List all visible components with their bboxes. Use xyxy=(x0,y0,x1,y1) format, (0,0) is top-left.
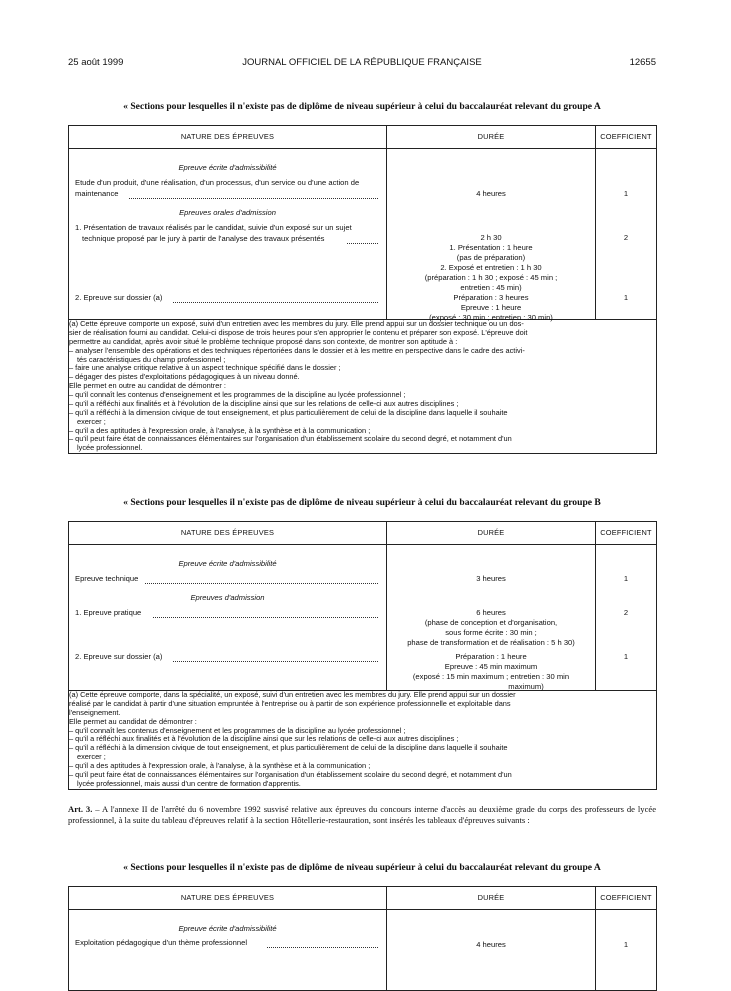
coefficient-value: 1 xyxy=(623,574,629,583)
note-line: exercer ; xyxy=(77,752,106,762)
dotted-leader xyxy=(145,583,378,584)
subheading-admissibilite: Epreuve écrite d'admissibilité xyxy=(178,924,277,933)
coefficient-value: 1 xyxy=(623,940,629,949)
duree-value: Préparation : 1 heure xyxy=(455,652,527,661)
footnote-b xyxy=(69,691,657,790)
note-line: – qu'il a des aptitudes à l'expression orale, à l'analyse, à la synthèse et à la communication ; xyxy=(69,761,371,770)
col-header-coefficient: COEFFICIENT xyxy=(596,887,657,910)
note-line: – qu'il peut faire état de connaissances élémentaires sur l'organisation d'un établissement scolaire du second degré, et notamment d'un xyxy=(69,434,512,444)
epreuve-line: 1. Présentation de travaux réalisés par le candidat, suivie d'un exposé sur un sujet xyxy=(75,223,352,232)
note-line: exercer ; xyxy=(77,416,106,426)
section-a1-table xyxy=(68,125,657,454)
note-line: – qu'il a réfléchi aux finalités et à l'évolution de la discipline ainsi que sur les relations de celle-ci aux autres disciplines ; xyxy=(69,734,459,744)
epreuve-line: 2. Epreuve sur dossier (a) xyxy=(75,652,163,661)
coefficient-value: 1 xyxy=(623,189,629,198)
epreuve-line: Exploitation pédagogique d'un thème professionnel xyxy=(75,938,248,947)
coefficient-value: 1 xyxy=(623,293,629,302)
table-header-row xyxy=(69,126,657,149)
note-line: – qu'il connaît les contenus d'enseignement et les programmes de la discipline au lycée professionnel ; xyxy=(69,725,406,735)
col-header-nature: NATURE DES ÉPREUVES xyxy=(69,126,387,149)
table-note-row xyxy=(69,691,657,790)
duree-value: maximum) xyxy=(508,682,544,691)
col-header-nature: NATURE DES ÉPREUVES xyxy=(69,887,387,910)
table-header-row xyxy=(69,887,657,910)
col-header-duree: DURÉE xyxy=(387,522,596,545)
duree-value: entretien : 45 min) xyxy=(460,283,522,292)
col-header-coefficient: COEFFICIENT xyxy=(596,126,657,149)
col-header-duree: DURÉE xyxy=(387,126,596,149)
epreuve-line: 1. Epreuve pratique xyxy=(75,608,142,617)
dotted-leader xyxy=(267,947,378,948)
note-line: lycée professionnel, mais aussi d'un centre de formation d'apprentis. xyxy=(77,778,301,788)
section-a2-title: « Sections pour lesquelles il n'existe pas de diplôme de niveau supérieur à celui du baccalauréat relevant du groupe A xyxy=(123,862,601,873)
table-note-row xyxy=(69,320,657,454)
subheading-admissibilite: Epreuve écrite d'admissibilité xyxy=(178,163,277,172)
duree-value: (préparation : 1 h 30 ; exposé : 45 min ; xyxy=(424,273,558,282)
dotted-leader xyxy=(173,302,378,303)
duree-value: (exposé : 15 min maximum ; entretien : 30 min xyxy=(412,672,570,681)
duree-value: 1. Présentation : 1 heure xyxy=(449,243,533,252)
footnote-a xyxy=(69,320,657,454)
subheading-admission: Epreuves orales d'admission xyxy=(179,208,276,217)
table-body-row xyxy=(69,910,657,991)
note-line: – faire une analyse critique relative à un aspect technique spécifié dans le dossier ; xyxy=(69,363,341,373)
section-a2-table xyxy=(68,886,657,991)
dotted-leader xyxy=(153,617,378,618)
header-journal-title: JOURNAL OFFICIEL DE LA RÉPUBLIQUE FRANÇAISE xyxy=(242,57,482,68)
note-line: sier de réalisation fourni au candidat. Celui-ci dispose de trois heures pour s'en approprier le contenu et préparer son exposé. L'épreuve doit xyxy=(69,327,528,337)
note-line: réalisé par le candidat à partir d'une situation empruntée à l'entreprise ou à partir de son expérience professionnelle et exploitable dans xyxy=(69,698,511,708)
duree-value: 6 heures xyxy=(476,608,506,617)
coefficient-value: 2 xyxy=(623,608,629,617)
section-b-table xyxy=(68,521,657,790)
duree-value: (phase de conception et d'organisation, xyxy=(424,618,558,627)
duree-value: Epreuve : 1 heure xyxy=(460,303,522,312)
note-line: Elle permet en outre au candidat de démontrer : xyxy=(69,381,226,391)
epreuve-line: maintenance xyxy=(75,189,119,198)
note-line: – qu'il connaît les contenus d'enseignement et les programmes de la discipline au lycée professionnel ; xyxy=(69,390,406,399)
article-3-text: – A l'annexe II de l'arrêté du 6 novembre 1992 susvisé relative aux épreuves du concours interne d'accès au deuxième grade du corps des professeurs de lycée professionnel, à la suite du tableau d'épreuves relatif à la section Hôtellerie-restauration, sont insérés les tableaux d'épreuves suivants : xyxy=(68,804,657,826)
duree-value: Epreuve : 45 min maximum xyxy=(444,662,538,671)
note-line: tés caractéristiques du champ professionnel ; xyxy=(77,354,226,364)
note-line: permettre au candidat, après avoir situé le problème technique proposé dans son contexte, de montrer son aptitude à : xyxy=(69,336,458,346)
col-header-duree: DURÉE xyxy=(387,887,596,910)
duree-value: 3 heures xyxy=(476,574,506,583)
duree-value: sous forme écrite : 30 min ; xyxy=(445,628,537,637)
duree-value: 4 heures xyxy=(476,940,506,949)
table-header-row xyxy=(69,522,657,545)
col-header-coefficient: COEFFICIENT xyxy=(596,522,657,545)
table-body-row xyxy=(69,545,657,691)
duree-value: 2 h 30 xyxy=(480,233,502,242)
note-line: – qu'il a des aptitudes à l'expression orale, à l'analyse, à la synthèse et à la communication ; xyxy=(69,425,371,435)
note-line: (a) Cette épreuve comporte un exposé, suivi d'un entretien avec les membres du jury. Elle prend appui sur un dossier technique ou un dos- xyxy=(69,319,524,328)
subheading-admissibilite: Epreuve écrite d'admissibilité xyxy=(178,559,277,568)
header-date: 25 août 1999 xyxy=(68,57,124,68)
dotted-leader xyxy=(173,661,378,662)
note-line: l'enseignement. xyxy=(69,707,121,717)
col-header-nature: NATURE DES ÉPREUVES xyxy=(69,522,387,545)
note-line: lycée professionnel. xyxy=(77,443,143,453)
page-header xyxy=(68,57,656,71)
duree-value: phase de transformation et de réalisation : 5 h 30) xyxy=(407,638,575,647)
section-a1-title: « Sections pour lesquelles il n'existe pas de diplôme de niveau supérieur à celui du baccalauréat relevant du groupe A xyxy=(123,101,601,112)
note-line: – qu'il a réfléchi à la dimension civique de tout enseignement, et plus particulièrement de celui de la discipline dans laquelle il souhaite xyxy=(69,407,508,417)
subheading-admission: Epreuves d'admission xyxy=(190,593,265,602)
epreuve-line: technique proposé par le jury à partir de l'analyse des travaux présentés xyxy=(82,234,325,243)
note-line: – analyser l'ensemble des opérations et des techniques répertoriées dans le dossier et à les mettre en perspective dans le cadre des activi- xyxy=(69,345,525,355)
section-b-title: « Sections pour lesquelles il n'existe pas de diplôme de niveau supérieur à celui du baccalauréat relevant du groupe B xyxy=(123,497,601,508)
epreuve-line: Epreuve technique xyxy=(75,574,139,583)
note-line: – qu'il a réfléchi aux finalités et à l'évolution de la discipline ainsi que sur les relations de celle-ci aux autres disciplines ; xyxy=(69,398,459,408)
dotted-leader xyxy=(347,243,378,244)
epreuve-line: 2. Epreuve sur dossier (a) xyxy=(75,293,163,302)
duree-value: 2. Exposé et entretien : 1 h 30 xyxy=(440,263,542,272)
note-line: – qu'il a réfléchi à la dimension civique de tout enseignement, et plus particulièrement de celui de la discipline dans laquelle il souhaite xyxy=(69,743,508,753)
note-line: – dégager des pistes d'exploitations pédagogiques à un niveau donné. xyxy=(69,372,300,382)
coefficient-value: 1 xyxy=(623,652,629,661)
note-line: – qu'il peut faire état de connaissances élémentaires sur l'organisation d'un établissement scolaire du second degré, et notamment d'un xyxy=(69,769,512,779)
epreuve-line: Etude d'un produit, d'une réalisation, d'un processus, d'un service ou d'une action de xyxy=(75,178,360,187)
duree-value: 4 heures xyxy=(476,189,506,198)
duree-value: (exposé : 30 min ; entretien : 30 min) xyxy=(429,313,553,322)
duree-value: (pas de préparation) xyxy=(456,253,526,262)
article-3-label: Art. 3. xyxy=(68,804,93,814)
article-3-paragraph xyxy=(68,804,656,826)
header-page-number: 12655 xyxy=(629,57,656,68)
dotted-leader xyxy=(129,198,378,199)
note-line: Elle permet au candidat de démontrer : xyxy=(69,716,197,726)
coefficient-value: 2 xyxy=(623,233,629,242)
table-body-row xyxy=(69,149,657,320)
duree-value: Préparation : 3 heures xyxy=(453,293,529,302)
note-line: (a) Cette épreuve comporte, dans la spécialité, un exposé, suivi d'un entretien avec les membres du jury. Elle prend appui sur un dossier xyxy=(69,690,516,699)
